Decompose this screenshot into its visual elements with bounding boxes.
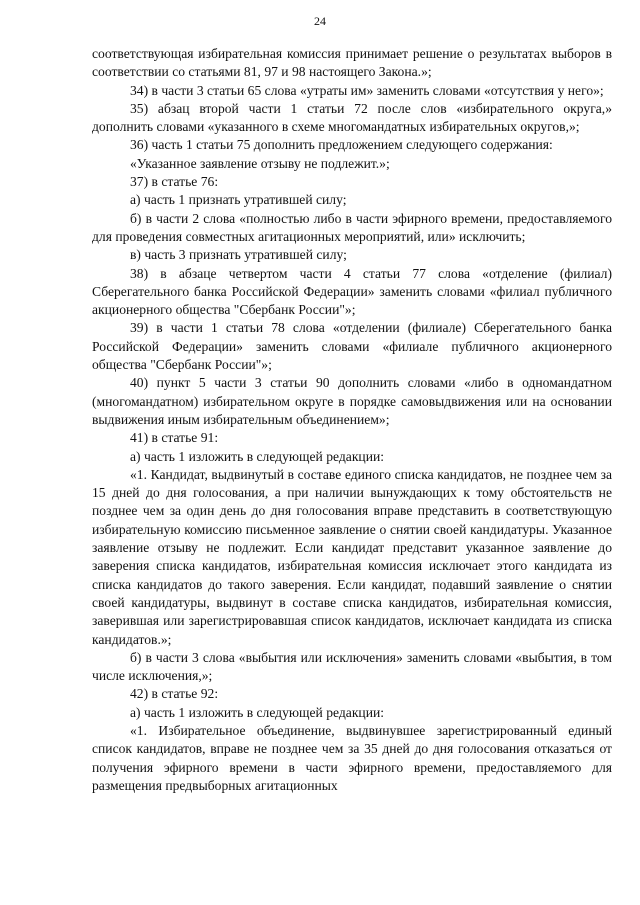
- paragraph: 38) в абзаце четвертом части 4 статьи 77 слова «отделение (филиал) Сберегательного банка Российской Федерации» заменить словами «филиал публичного акционерного общества "Сбербанк России"»;: [92, 265, 612, 318]
- paragraph: 40) пункт 5 части 3 статьи 90 дополнить словами «либо в одномандатном (многомандатном) избирательном округе в порядке самовыдвижения или на основании выдвижения иным избирательным объединением»;: [92, 375, 612, 427]
- paragraph: а) часть 1 признать утратившей силу;: [130, 192, 347, 208]
- paragraph: б) в части 2 слова «полностью либо в части эфирного времени, предоставляемого для проведения совместных агитационных мероприятий, или» исключить;: [92, 210, 612, 244]
- paragraph: 34) в части 3 статьи 65 слова «утраты им» заменить словами «отсутствия у него»;: [130, 82, 604, 98]
- paragraph: б) в части 3 слова «выбытия или исключения» заменить словами «выбытия, в том числе исключения,»;: [92, 649, 612, 684]
- page-number: 24: [314, 14, 326, 28]
- paragraph: а) часть 1 изложить в следующей редакции:: [130, 704, 385, 720]
- paragraph: а) часть 1 изложить в следующей редакции:: [130, 448, 385, 464]
- paragraph: «1. Кандидат, выдвинутый в составе единого списка кандидатов, не позднее чем за 15 дней до дня голосования, а при наличии вынуждающих к тому обстоятельств не позднее чем за один день до дня голосования вправе представить в соответствующую избирательную комиссию письменное заявление о снятии своей кандидатуры. Указанное заявление отзыву не подлежит. Если кандидат представит указанное заявление до заверения списка кандидатов, избирательная комиссия исключает этого кандидата из списка кандидатов до такого заверения. Если кандидат, подавший заявление о снятии своей кандидатуры, выдвинут в составе списка кандидатов, избирательная комиссия, заверившая или зарегистрировавшая список кандидатов, исключает кандидата из списка кандидатов.»;: [92, 466, 612, 647]
- paragraph: «1. Избирательное объединение, выдвинувшее зарегистрированный единый список кандидатов, вправе не позднее чем за 35 дней до дня голосования отказаться от получения эфирного времени в части эфирного времени, предоставляемого для размещения предвыборных агитационных: [92, 722, 612, 793]
- paragraph: в) часть 3 признать утратившей силу;: [130, 247, 347, 263]
- paragraph: 41) в статье 91:: [130, 430, 219, 446]
- paragraph: 39) в части 1 статьи 78 слова «отделении (филиале) Сберегательного банка Российской Федерации» заменить словами «филиале публичного акционерного общества "Сбербанк России"»;: [92, 320, 612, 373]
- paragraph: 42) в статье 92:: [130, 686, 219, 702]
- paragraph: 36) часть 1 статьи 75 дополнить предложением следующего содержания:: [130, 137, 553, 153]
- paragraph: 35) абзац второй части 1 статьи 72 после слов «избирательного округа,» дополнить словами «указанного в схеме многомандатных избирательных округов,»;: [92, 100, 612, 135]
- paragraph: «Указанное заявление отзыву не подлежит.»;: [130, 155, 390, 171]
- paragraph: 37) в статье 76:: [130, 174, 219, 190]
- paragraph: соответствующая избирательная комиссия принимает решение о результатах выборов в соответствии со статьями 81, 97 и 98 настоящего Закона.»;: [92, 46, 612, 80]
- document-body: [92, 45, 612, 795]
